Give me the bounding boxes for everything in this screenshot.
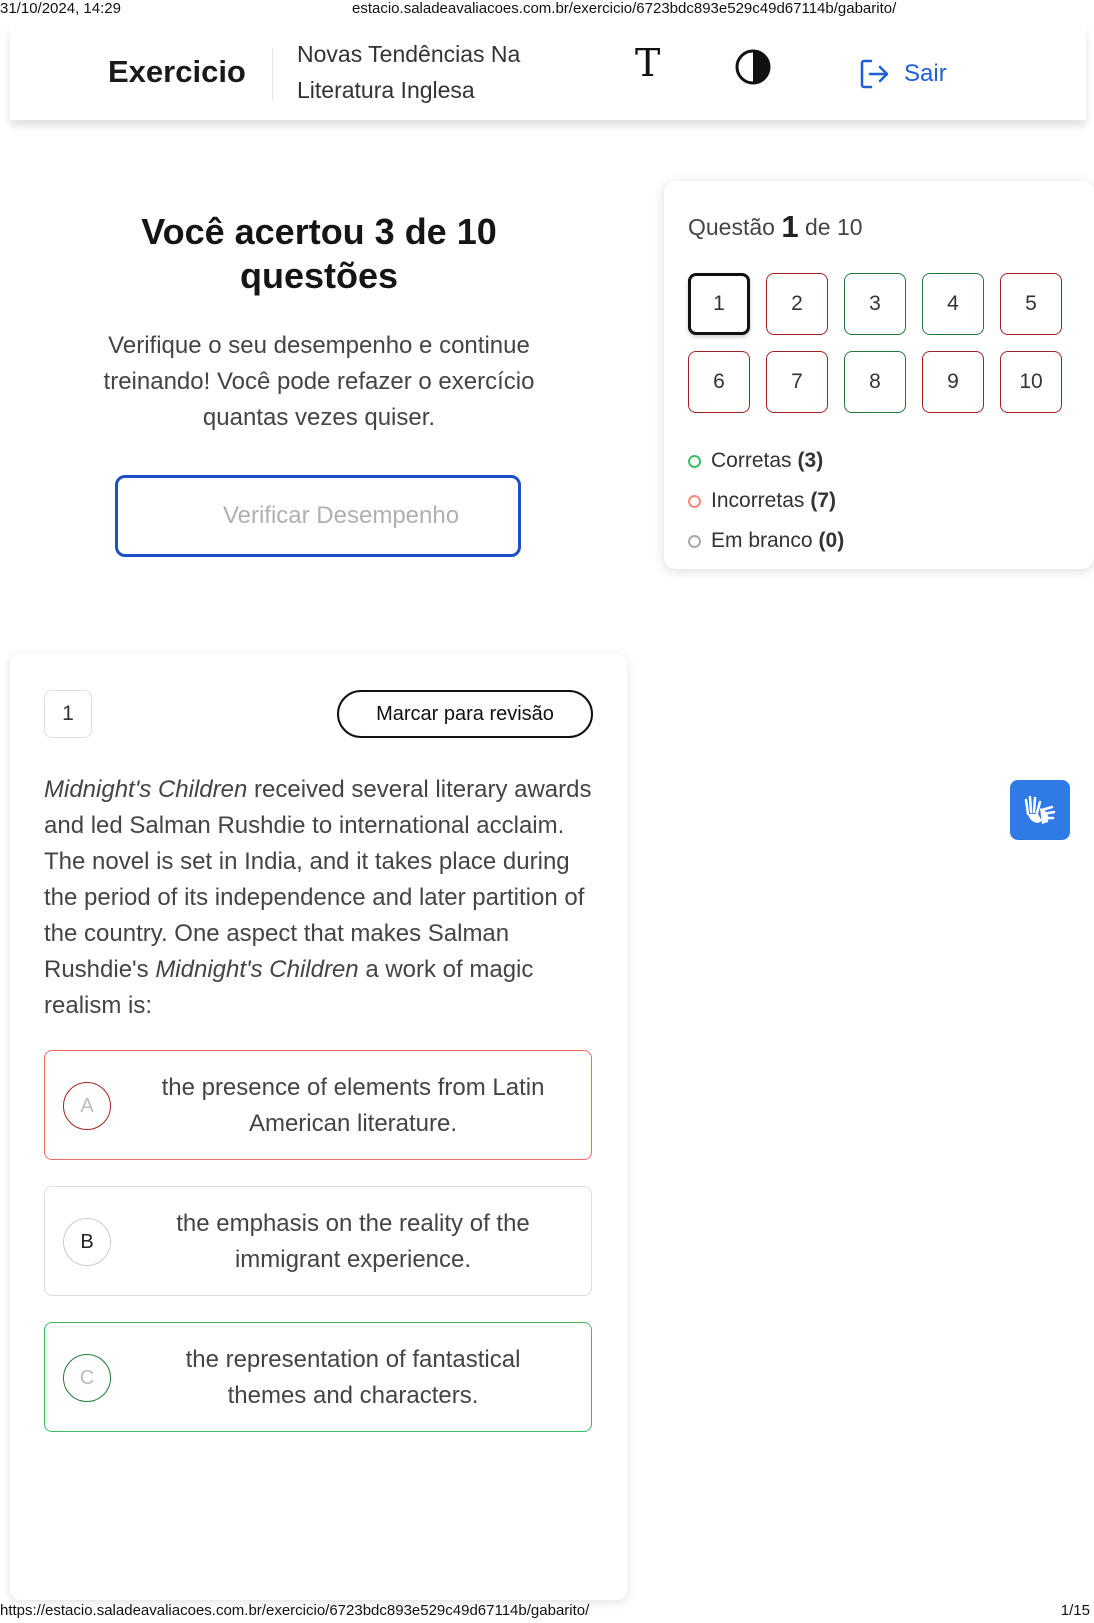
option-text-line1: the emphasis on the reality of the — [176, 1210, 530, 1237]
print-header — [0, 0, 1094, 18]
legend-item — [688, 481, 844, 521]
legend-label: Incorretas — [711, 489, 805, 512]
question-number-badge: 1 — [44, 690, 92, 738]
option-a[interactable] — [44, 1050, 592, 1160]
vlibras-button[interactable] — [1010, 780, 1070, 840]
print-page-number: 1/15 — [1060, 1602, 1090, 1619]
question-nav-button-1[interactable]: 1 — [688, 273, 750, 335]
book-title: Midnight's Children — [44, 776, 248, 803]
question-nav-button-3[interactable]: 3 — [844, 273, 906, 335]
legend-label: Em branco — [711, 529, 813, 552]
print-url: estacio.saladeavaliacoes.com.br/exercicio/6723bdc893e529c49d67114b/gabarito/ — [352, 0, 897, 17]
question-nav-button-9[interactable]: 9 — [922, 351, 984, 413]
option-text-line2: immigrant experience. — [234, 1246, 472, 1273]
legend-label: Corretas — [711, 449, 792, 472]
question-nav-button-7[interactable]: 7 — [766, 351, 828, 413]
print-footer — [0, 1602, 1094, 1622]
result-title-line1: Você acertou 3 de 10 — [141, 211, 497, 252]
option-text-line2: American literature. — [248, 1110, 458, 1137]
result-title-line2: questões — [239, 255, 399, 296]
question-nav-button-6[interactable]: 6 — [688, 351, 750, 413]
option-text — [129, 1342, 577, 1414]
result-summary — [64, 210, 574, 436]
navigator-title — [688, 209, 863, 245]
question-nav-button-10[interactable]: 10 — [1000, 351, 1062, 413]
result-title — [64, 210, 574, 298]
question-nav-button-5[interactable]: 5 — [1000, 273, 1062, 335]
book-title-repeat: Midnight's Children — [155, 956, 359, 983]
question-text — [44, 772, 599, 1024]
verify-performance-button[interactable]: Verificar Desempenho — [115, 475, 521, 557]
option-text-line2: themes and characters. — [227, 1382, 479, 1409]
question-card — [10, 654, 627, 1600]
legend-count: (3) — [797, 449, 824, 472]
brand-title: Exercicio — [108, 54, 246, 89]
app-header — [10, 26, 1086, 120]
question-navigator — [664, 181, 1094, 569]
result-message-line1: Verifique o seu desempenho e continue — [108, 332, 530, 359]
font-size-icon[interactable]: T — [635, 41, 661, 85]
option-text-line1: the representation of fantastical — [185, 1346, 521, 1373]
option-letter: A — [63, 1082, 111, 1130]
question-nav-button-8[interactable]: 8 — [844, 351, 906, 413]
result-message-line2: treinando! Você pode refazer o exercício — [103, 368, 535, 395]
result-message-line3: quantas vezes quiser. — [202, 404, 436, 431]
status-legend — [688, 441, 844, 561]
question-grid — [688, 273, 1068, 413]
sign-language-hands-icon — [1020, 790, 1060, 830]
legend-item — [688, 521, 844, 561]
question-nav-button-4[interactable]: 4 — [922, 273, 984, 335]
contrast-icon[interactable] — [734, 48, 772, 86]
course-title-line2: Literatura Inglesa — [297, 77, 475, 103]
result-message — [64, 328, 574, 436]
legend-item — [688, 441, 844, 481]
mark-for-review-button[interactable]: Marcar para revisão — [337, 690, 593, 738]
question-text-part2: a work of magic realism is: — [44, 956, 534, 1019]
logout-label: Sair — [904, 60, 947, 87]
option-text — [129, 1206, 577, 1278]
option-text-line1: the presence of elements from Latin — [161, 1074, 545, 1101]
course-title-line1: Novas Tendências Na — [297, 41, 521, 67]
logout-button[interactable] — [858, 54, 947, 94]
header-divider — [272, 48, 273, 100]
legend-count: (7) — [810, 489, 837, 512]
course-title — [297, 36, 567, 108]
option-text — [129, 1070, 577, 1142]
question-text-part1: received several literary awards and led Salman Rushdie to international acclaim. The novel is set in India, and it takes place during the period of its independence and later partition of the country. One aspect that makes Salman Rushdie's — [44, 776, 592, 983]
navigator-title-suffix: de 10 — [804, 214, 863, 240]
legend-dot-icon — [688, 495, 701, 508]
legend-count: (0) — [818, 529, 845, 552]
legend-dot-icon — [688, 535, 701, 548]
option-b[interactable] — [44, 1186, 592, 1296]
print-footer-url: https://estacio.saladeavaliacoes.com.br/exercicio/6723bdc893e529c49d67114b/gabarito/ — [0, 1602, 590, 1619]
option-letter: C — [63, 1354, 111, 1402]
question-nav-button-2[interactable]: 2 — [766, 273, 828, 335]
print-date: 31/10/2024, 14:29 — [0, 0, 121, 17]
navigator-current-question: 1 — [781, 209, 799, 244]
logout-icon — [858, 57, 892, 91]
navigator-title-prefix: Questão — [688, 214, 775, 240]
option-letter: B — [63, 1218, 111, 1266]
option-c[interactable] — [44, 1322, 592, 1432]
legend-dot-icon — [688, 455, 701, 468]
